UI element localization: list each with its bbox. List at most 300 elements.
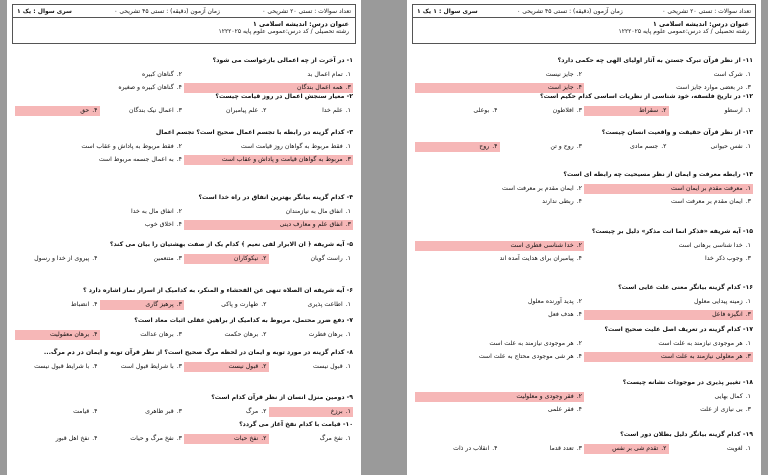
question-stem: ۱۴- رابطه معرفت و ایمان از نظر مسیحیت چه رابطه ای است؟ [563, 171, 753, 178]
option-text: انضباط [70, 301, 90, 308]
answer-option-selected[interactable] [15, 330, 100, 340]
answer-option-selected[interactable] [415, 142, 500, 152]
option-text: با شرایط قبول است [120, 363, 174, 370]
answer-option[interactable] [415, 444, 500, 454]
question-block [15, 316, 353, 340]
option-number: ۴. [92, 301, 98, 308]
answer-option-selected[interactable] [415, 392, 584, 402]
option-number: ۲. [661, 143, 667, 150]
question-stem: ۱۷- کدام گزینه در تعریف اصل علیت صحیح است؟ [604, 326, 753, 333]
options-grid [415, 142, 753, 152]
option-text: فقر علمی [547, 406, 574, 413]
answer-option[interactable] [184, 142, 353, 152]
option-text: با شرایط قبول نیست [34, 363, 90, 370]
option-number: ۳. [176, 363, 182, 370]
option-number: ۲. [576, 242, 582, 249]
answer-option[interactable] [184, 207, 353, 217]
answer-option[interactable] [584, 392, 753, 402]
option-text: اخلاق خوب [144, 221, 174, 228]
answer-option-selected[interactable] [15, 106, 100, 116]
options-grid [415, 70, 753, 93]
option-number: ۴. [92, 435, 98, 442]
option-text: گناهان کبیره و صغیره [118, 84, 174, 91]
question-stem: ۸- کدام گزینه در مورد توبه و ایمان در لحظه مرگ صحیح است؟ از نظر قرآن توبه و ایمان در دم مرگ... [43, 349, 353, 356]
question-block [15, 92, 353, 116]
option-text: جسم مادی [629, 143, 659, 150]
option-number: ۳. [745, 255, 751, 262]
question-stem: ۶- آیه شریفه ان الصلاه تنهی عن الفحشاء و المنکر، به کدامیک از اسرار نماز اشاره دارد ؟ [82, 287, 353, 294]
option-text: فقط مربوط به گواهان روز قیامت است [240, 143, 343, 150]
option-text: علم پیامبران [226, 107, 259, 114]
option-number: ۳. [176, 331, 182, 338]
answer-option[interactable] [269, 254, 354, 264]
question-stem: ۱۲- در تاریخ فلسفه، خود شناسی از نظریات اساسی کدام حکیم است؟ [539, 93, 753, 100]
answer-option-selected[interactable] [184, 434, 269, 444]
question-stem: ۹- دومین منزل انسان از نظر قرآن کدام است؟ [211, 394, 353, 401]
option-number: ۲. [261, 255, 267, 262]
answer-option[interactable] [269, 106, 354, 116]
exam-sheet-right [407, 0, 761, 475]
option-text: حق [80, 107, 90, 114]
question-block [15, 420, 353, 444]
option-number: ۲. [261, 435, 267, 442]
answer-option[interactable] [15, 362, 100, 372]
answer-option-selected[interactable] [184, 220, 353, 230]
option-number: ۱. [345, 435, 351, 442]
option-number: ۴. [176, 221, 182, 228]
answer-option[interactable] [584, 70, 753, 80]
option-number: ۴. [92, 107, 98, 114]
options-grid [15, 106, 353, 116]
answer-option[interactable] [15, 70, 184, 80]
option-text: نفخ حیات [233, 435, 259, 442]
header-top-row [13, 5, 355, 18]
answer-option[interactable] [15, 300, 100, 310]
answer-option[interactable] [500, 444, 585, 454]
question-stem: ۱۵- آیه شریفه «فذکر انما انت مذکر» دلیل بر چیست؟ [591, 228, 753, 235]
question-block [15, 240, 353, 264]
option-number: ۲. [576, 340, 582, 347]
option-text: برهان فطرت [308, 331, 343, 338]
option-number: ۴. [492, 107, 498, 114]
field-value: عمومی علوم پایه ۱۲۲۲۰۲۵ [218, 28, 286, 35]
answer-option[interactable] [500, 142, 585, 152]
option-text: مرگ [245, 408, 259, 415]
option-number: ۱. [745, 185, 751, 192]
option-text: تمام اعمال بد [307, 71, 343, 78]
question-block [415, 92, 753, 116]
option-number: ۳. [745, 406, 751, 413]
option-text: راست گویان [310, 255, 343, 262]
option-text: نیکوکاران [233, 255, 259, 262]
option-number: ۴. [492, 445, 498, 452]
option-text: سقراط [639, 107, 659, 114]
option-number: ۱. [345, 71, 351, 78]
option-number: ۳. [176, 255, 182, 262]
options-grid [415, 339, 753, 362]
answer-option[interactable] [584, 142, 669, 152]
exam-header [12, 4, 356, 44]
answer-option-selected[interactable] [584, 352, 753, 362]
answer-option[interactable] [15, 254, 100, 264]
answer-option[interactable] [415, 106, 500, 116]
answer-option-selected[interactable] [584, 310, 753, 320]
question-stem: ۱۳- از نظر قرآن حقیقت و واقعیت انسان چیست؟ [601, 129, 753, 136]
option-text: انفاق مال به خدا [131, 208, 174, 215]
option-number: ۳. [176, 435, 182, 442]
option-number: ۴. [92, 331, 98, 338]
option-text: فقر وجودی و معلولیت [516, 393, 574, 400]
option-number: ۲. [261, 331, 267, 338]
question-block [415, 378, 753, 415]
answer-option[interactable] [15, 220, 184, 230]
answer-option[interactable] [584, 254, 753, 264]
option-text: تقدم شی بر نفس [612, 445, 659, 452]
answer-option[interactable] [100, 106, 185, 116]
options-grid [415, 106, 753, 116]
answer-option-selected[interactable] [269, 407, 354, 417]
options-grid [415, 297, 753, 320]
answer-option[interactable] [184, 70, 353, 80]
question-stem: ۳- کدام گزینه در رابطه با تجسم اعمال صحیح است؟ تجسم اعمال [155, 129, 353, 136]
options-grid [15, 407, 353, 417]
option-text: پیامبران برای هدایت آمده اند [499, 255, 574, 262]
option-number: ۳. [576, 445, 582, 452]
answer-option[interactable] [184, 106, 269, 116]
question-series: سری سوال : ۱ یک ۱ [417, 7, 478, 15]
question-stem: ۱۰- قیامت با کدام نفخ آغاز می گردد؟ [239, 421, 353, 428]
answer-option[interactable] [415, 339, 584, 349]
option-text: جایز است [547, 84, 574, 91]
option-text: جایز نیست [545, 71, 574, 78]
answer-option[interactable] [415, 254, 584, 264]
exam-header [412, 4, 756, 44]
question-stem: ۱۱- از نظر قرآن تبرک جستن به آثار اولیای الهی چه حکمی دارد؟ [557, 57, 753, 64]
option-text: قبول نیست [228, 363, 259, 370]
option-text: همه اعمال بندگان [297, 84, 343, 91]
option-text: پدید آورنده معلول [527, 298, 574, 305]
option-number: ۳. [576, 143, 582, 150]
option-text: خدا شناسی برهانی است [678, 242, 743, 249]
option-number: ۴. [176, 156, 182, 163]
option-text: نفخ اهل قبور [55, 435, 90, 442]
option-number: ۲. [661, 107, 667, 114]
answer-option[interactable] [100, 362, 185, 372]
answer-option-selected[interactable] [415, 241, 584, 251]
option-text: نفخ مرگ و حیات [130, 435, 174, 442]
option-number: ۴. [576, 406, 582, 413]
question-stem: ۲- معیار سنجش اعمال در روز قیامت چیست؟ [215, 93, 353, 100]
answer-option-selected[interactable] [184, 254, 269, 264]
header-top-row [413, 5, 755, 18]
option-number: ۱. [345, 301, 351, 308]
option-text: برهان معقولیت [49, 331, 90, 338]
option-number: ۲. [261, 408, 267, 415]
answer-option[interactable] [15, 142, 184, 152]
option-text: به اعمال جسمه مربوط است [98, 156, 174, 163]
question-block [15, 286, 353, 310]
question-stem: ۱۸- تغییر پذیری در موجودات نشانه چیست؟ [622, 379, 753, 386]
option-text: نفس حیوانی [710, 143, 743, 150]
option-number: ۲. [176, 143, 182, 150]
option-text: پرهیز گاری [145, 301, 174, 308]
option-text: ایمان مقدم بر معرفت است [671, 198, 743, 205]
options-grid [15, 434, 353, 444]
answer-option[interactable] [269, 434, 354, 444]
answer-option-selected[interactable] [584, 106, 669, 116]
question-block [15, 56, 353, 93]
option-text: اطاعت پذیری [307, 301, 343, 308]
answer-option[interactable] [415, 197, 584, 207]
option-number: ۴. [576, 353, 582, 360]
answer-option[interactable] [15, 155, 184, 165]
option-number: ۱. [745, 298, 751, 305]
field-label: رشته تحصیلی / کد درس: [685, 28, 749, 35]
answer-option[interactable] [15, 207, 184, 217]
option-number: ۲. [576, 298, 582, 305]
option-number: ۱. [345, 107, 351, 114]
answer-option[interactable] [100, 407, 185, 417]
options-grid [415, 392, 753, 415]
answer-option-selected[interactable] [184, 155, 353, 165]
answer-option-selected[interactable] [100, 300, 185, 310]
question-block [15, 348, 353, 372]
option-text: قبول نیست [313, 363, 343, 370]
answer-option[interactable] [584, 339, 753, 349]
option-number: ۳. [745, 84, 751, 91]
option-text: روح [479, 143, 490, 150]
answer-option[interactable] [415, 297, 584, 307]
question-block [15, 393, 353, 417]
option-number: ۳. [745, 353, 751, 360]
course-title: عنوان درس: اندیشه اسلامی ۱ [652, 20, 749, 28]
option-number: ۲. [661, 445, 667, 452]
option-number: ۲. [261, 301, 267, 308]
option-text: معرفت مقدم بر ایمان است [671, 185, 743, 192]
options-grid [415, 184, 753, 207]
question-stem: ۱۶- کدام گزینه بیانگر معنی علت غایی است؟ [618, 284, 753, 291]
option-text: هدف فعل [548, 311, 574, 318]
option-number: ۲. [576, 71, 582, 78]
option-number: ۱. [745, 107, 751, 114]
option-text: شرک است [713, 71, 743, 78]
option-number: ۱. [345, 331, 351, 338]
option-number: ۴. [92, 363, 98, 370]
options-grid [415, 444, 753, 454]
option-text: قبر ظاهری [145, 408, 174, 415]
answer-option[interactable] [415, 184, 584, 194]
answer-option[interactable] [415, 352, 584, 362]
option-text: ربطی ندارند [542, 198, 574, 205]
question-block [415, 283, 753, 320]
question-block [415, 128, 753, 152]
exam-sheet-left [7, 0, 361, 475]
option-text: انقلاب در ذات [453, 445, 490, 452]
option-text: انفاق علم و معارف دینی [279, 221, 343, 228]
option-text: هر معلولی نیازمند به علت است [660, 353, 743, 360]
question-count: تعداد سوالات : تستی ۲۰ تشریحی ۰ [262, 7, 351, 15]
option-text: برهان عدالت [140, 331, 174, 338]
option-text: اعمال نیک بندگان [129, 107, 174, 114]
exam-duration: زمان آزمون (دقیقه) : تستی ۴۵ تشریحی ۰ [517, 7, 623, 15]
option-number: ۲. [261, 107, 267, 114]
option-number: ۲. [576, 185, 582, 192]
option-text: فقط مربوط به پاداش و عقاب است [81, 143, 174, 150]
answer-option-selected[interactable] [584, 444, 669, 454]
option-text: لغویت [726, 445, 743, 452]
option-number: ۱. [345, 208, 351, 215]
option-text: ارسطو [724, 107, 743, 114]
answer-option[interactable] [584, 197, 753, 207]
option-number: ۲. [576, 393, 582, 400]
question-stem: ۷- دفع ضرر محتمل، مربوط به کدامیک از براهین عقلی اثبات معاد است؟ [134, 317, 353, 324]
question-block [415, 227, 753, 264]
field-value: عمومی علوم پایه ۱۲۲۲۰۲۵ [618, 28, 686, 35]
option-number: ۴. [576, 198, 582, 205]
answer-option-selected[interactable] [584, 184, 753, 194]
option-text: خدا شناسی فطری است [510, 242, 574, 249]
question-series: سری سوال : یک ۱ [17, 7, 72, 15]
options-grid [15, 330, 353, 340]
options-grid [15, 207, 353, 230]
option-number: ۳. [745, 198, 751, 205]
option-text: بوعلی [473, 107, 490, 114]
option-number: ۴. [92, 408, 98, 415]
option-number: ۱. [345, 408, 351, 415]
answer-option[interactable] [584, 405, 753, 415]
option-text: ایمان مقدم بر معرفت است [502, 185, 574, 192]
option-text: زمینه پیدایی معلول [693, 298, 743, 305]
answer-option[interactable] [15, 407, 100, 417]
option-text: در بعضی موارد جایز است [676, 84, 743, 91]
question-block [415, 170, 753, 207]
option-number: ۱. [745, 445, 751, 452]
answer-option[interactable] [100, 330, 185, 340]
option-number: ۱. [345, 363, 351, 370]
option-number: ۱. [745, 242, 751, 249]
field-label: رشته تحصیلی / کد درس: [285, 28, 349, 35]
option-text: روح و تن [550, 143, 574, 150]
answer-option[interactable] [584, 241, 753, 251]
option-text: انفاق مال به نیازمندان [285, 208, 343, 215]
question-stem: ۱۹- کدام گزینه بیانگر دلیل بطلان دور است؟ [620, 431, 753, 438]
option-text: هر شی موجودی محتاج به علت است [478, 353, 574, 360]
option-number: ۱. [345, 143, 351, 150]
option-number: ۱. [745, 340, 751, 347]
answer-option[interactable] [269, 330, 354, 340]
answer-option[interactable] [669, 142, 754, 152]
answer-option[interactable] [100, 434, 185, 444]
option-number: ۳. [176, 107, 182, 114]
question-stem: ۴- کدام گزینه بیانگر بهترین انفاق در راه خدا است؟ [198, 194, 353, 201]
answer-option[interactable] [184, 300, 269, 310]
answer-option[interactable] [184, 407, 269, 417]
options-grid [15, 142, 353, 165]
options-grid [15, 254, 353, 264]
answer-option[interactable] [415, 70, 584, 80]
option-text: علم خدا [322, 107, 343, 114]
option-text: برزخ [330, 408, 343, 415]
option-number: ۴. [92, 255, 98, 262]
question-block [415, 56, 753, 93]
question-block [15, 128, 353, 165]
option-text: وجوب ذکر خدا [705, 255, 743, 262]
answer-option[interactable] [269, 362, 354, 372]
option-text: بی نیازی از علت [700, 406, 743, 413]
option-text: گناهان کبیره [142, 71, 174, 78]
options-grid [415, 241, 753, 264]
option-text: متنعمین [153, 255, 174, 262]
field-row [219, 28, 350, 35]
option-text: برهان حکمت [224, 331, 259, 338]
option-number: ۳. [176, 408, 182, 415]
option-text: افلاطون [552, 107, 574, 114]
option-number: ۱. [745, 393, 751, 400]
answer-option[interactable] [415, 310, 584, 320]
option-number: ۲. [176, 71, 182, 78]
option-number: ۳. [745, 311, 751, 318]
option-text: نفخ مرگ [319, 435, 343, 442]
option-number: ۱. [745, 143, 751, 150]
answer-option-selected[interactable] [184, 362, 269, 372]
option-number: ۳. [345, 84, 351, 91]
option-number: ۲. [176, 208, 182, 215]
options-grid [15, 70, 353, 93]
option-number: ۱. [345, 255, 351, 262]
answer-option[interactable] [584, 297, 753, 307]
question-stem: ۵- آیه شریفه ﴿ ان الابرار لفی نعیم ﴾ کدام یک از صفت بهشتیان را بیان می کند؟ [109, 241, 353, 248]
option-text: تعدد قدما [549, 445, 574, 452]
option-number: ۴. [576, 255, 582, 262]
option-text: انگیزه فاعل [712, 311, 743, 318]
answer-option[interactable] [269, 300, 354, 310]
question-block [15, 193, 353, 230]
option-text: هر موجودی نیازمند به علت است [489, 340, 574, 347]
option-number: ۴. [492, 143, 498, 150]
option-number: ۴. [576, 84, 582, 91]
question-count: تعداد سوالات : تستی ۲۰ تشریحی ۰ [662, 7, 751, 15]
option-text: مربوط به گواهان قیامت و پاداش و عقاب است [221, 156, 343, 163]
option-number: ۴. [176, 84, 182, 91]
question-block [415, 430, 753, 454]
field-row [619, 28, 750, 35]
answer-option[interactable] [15, 434, 100, 444]
options-grid [15, 362, 353, 372]
option-text: پیروی از خدا و رسول [34, 255, 90, 262]
exam-duration: زمان آزمون (دقیقه) : تستی ۴۵ تشریحی ۰ [114, 7, 220, 15]
option-number: ۳. [576, 107, 582, 114]
option-text: هر موجودی نیازمند به علت است [658, 340, 743, 347]
question-block [415, 325, 753, 362]
course-title: عنوان درس: اندیشه اسلامی ۱ [252, 20, 349, 28]
option-number: ۲. [261, 363, 267, 370]
options-grid [15, 300, 353, 310]
option-number: ۱. [745, 71, 751, 78]
option-number: ۴. [576, 311, 582, 318]
option-number: ۳. [345, 221, 351, 228]
answer-option[interactable] [669, 444, 754, 454]
answer-option[interactable] [500, 106, 585, 116]
answer-option[interactable] [100, 254, 185, 264]
answer-option[interactable] [415, 405, 584, 415]
option-number: ۳. [176, 301, 182, 308]
answer-option[interactable] [669, 106, 754, 116]
question-stem: ۱- در آخرت از چه اعمالی بازخواست می شود؟ [212, 57, 353, 64]
option-text: قیامت [73, 408, 90, 415]
option-number: ۳. [345, 156, 351, 163]
option-text: طهارت و پاکی [221, 301, 259, 308]
answer-option[interactable] [184, 330, 269, 340]
